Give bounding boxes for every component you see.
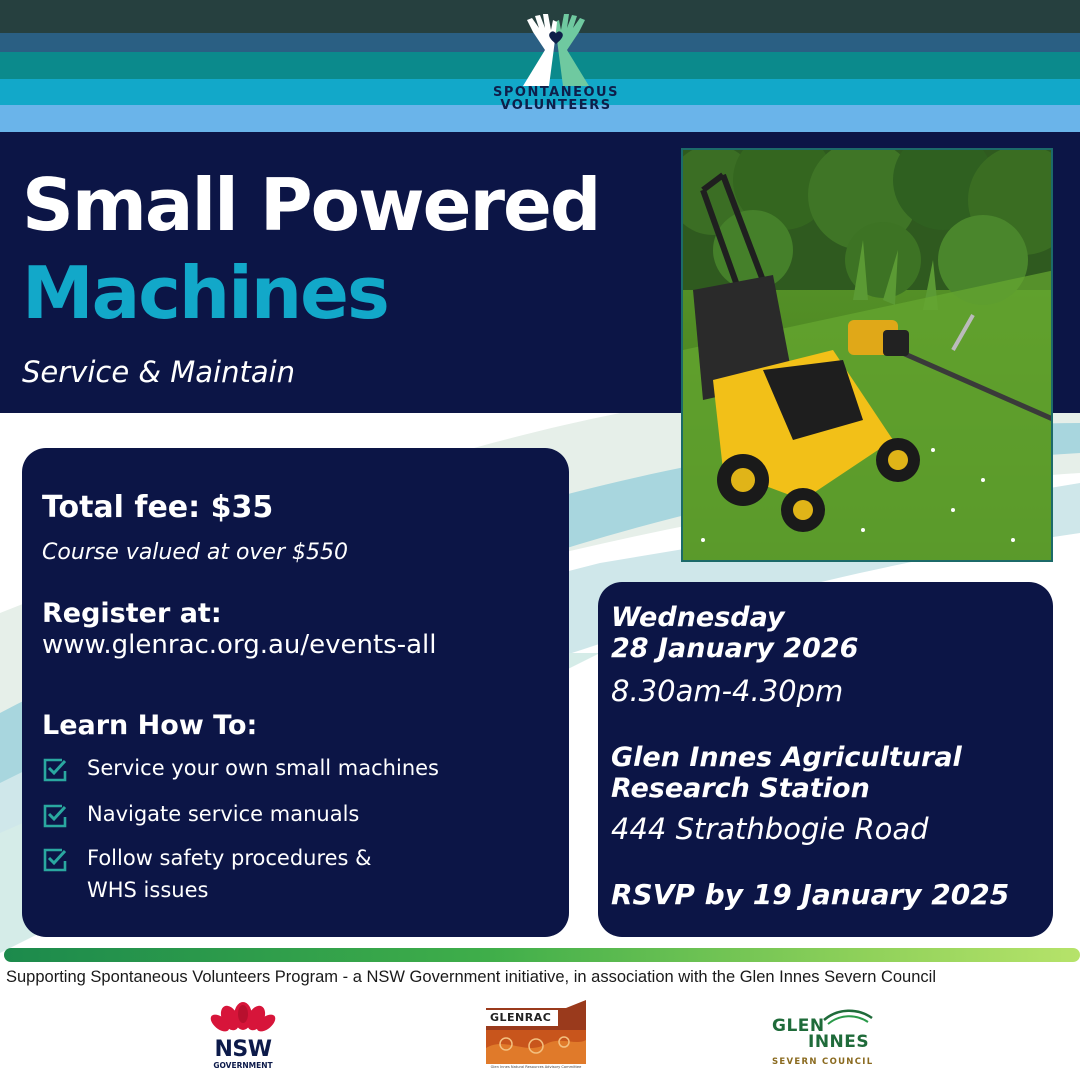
learn-item <box>42 798 522 832</box>
checkbox-checked-icon <box>42 757 68 783</box>
glenrac-logo <box>486 1000 586 1072</box>
learn-item-label: Service your own small machines <box>87 756 439 780</box>
glenrac-emblem-icon <box>486 1000 586 1066</box>
event-date: 28 January 2026 <box>611 633 859 664</box>
raised-hands-heart-icon <box>511 10 601 86</box>
spontaneous-volunteers-logo <box>456 10 656 122</box>
support-statement: Supporting Spontaneous Volunteers Program - a NSW Government initiative, in association with the Glen Innes Severn Council <box>6 968 936 986</box>
learn-item-label: Navigate service manuals <box>87 802 360 826</box>
learn-item <box>42 752 522 786</box>
checkbox-checked-icon <box>42 803 68 829</box>
glenrac-logo-tagline: Glen Innes Natural Resources Advisory Committee <box>490 1065 582 1069</box>
event-info-card <box>598 582 1053 937</box>
learn-how-to-heading: Learn How To: <box>42 710 258 741</box>
event-venue-line1: Glen Innes Agricultural <box>611 742 962 773</box>
page-title-line2: Machines <box>22 251 388 335</box>
waratah-icon <box>208 996 278 1034</box>
nsw-government-logo <box>200 996 286 1076</box>
glen-innes-severn-council-logo <box>768 1006 878 1072</box>
logo-text-line1: SPONTANEOUS <box>493 85 619 100</box>
glen-logo-text-line3: SEVERN COUNCIL <box>772 1057 874 1067</box>
logo-text-line2: VOLUNTEERS <box>500 98 612 113</box>
glen-logo-text-line2: INNES <box>808 1032 870 1052</box>
page-title-line1: Small Powered <box>22 163 600 247</box>
event-time: 8.30am-4.30pm <box>611 674 844 708</box>
nsw-logo-subtext: GOVERNMENT <box>213 1061 273 1070</box>
event-venue-line2: Research Station <box>611 773 870 804</box>
course-value: Course valued at over $550 <box>42 540 348 565</box>
page-subtitle: Service & Maintain <box>22 355 296 389</box>
footer-divider <box>4 948 1080 962</box>
glen-logo-text-line1: GLEN <box>772 1016 825 1036</box>
learn-item-label: Follow safety procedures & WHS issues <box>87 846 372 902</box>
register-label: Register at: <box>42 598 222 629</box>
rsvp-deadline: RSVP by 19 January 2025 <box>611 878 1010 911</box>
event-day: Wednesday <box>611 602 785 633</box>
total-fee: Total fee: $35 <box>42 490 274 525</box>
course-details-card <box>22 448 569 937</box>
learn-item <box>42 842 522 912</box>
glenrac-logo-text: GLENRAC <box>490 1011 552 1024</box>
event-address: 444 Strathbogie Road <box>611 812 929 846</box>
checkbox-checked-icon <box>42 847 68 873</box>
nsw-logo-text: NSW <box>214 1037 272 1062</box>
lawn-mower-photo <box>681 148 1053 562</box>
register-link[interactable]: www.glenrac.org.au/events-all <box>42 630 437 660</box>
